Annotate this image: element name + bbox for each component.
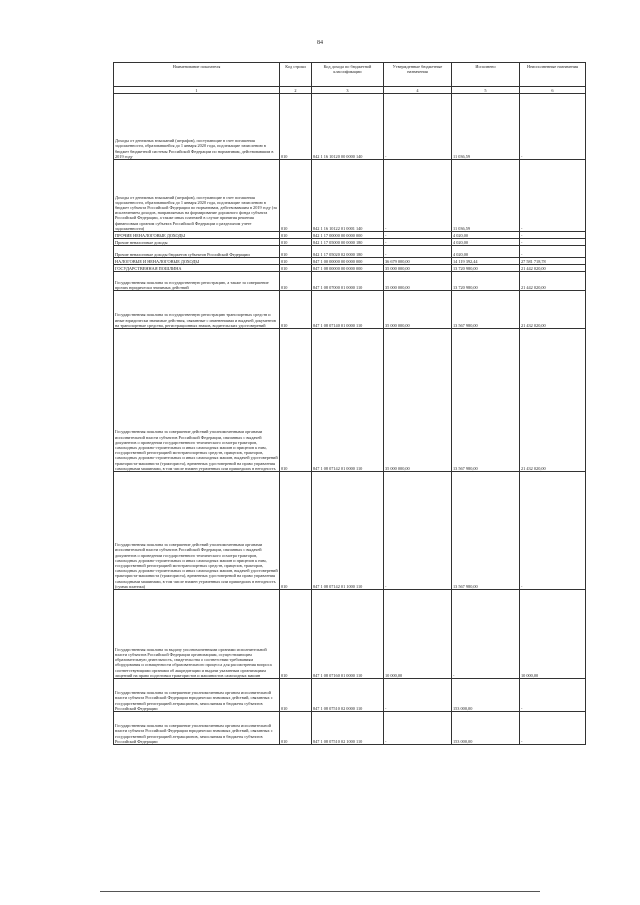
row-executed: 14 119 392,44 [452, 258, 520, 265]
row-kbk: 842 1 16 10120 00 0000 140 [312, 94, 384, 160]
header-name: Наименование показателя [114, 63, 280, 87]
row-line-code: 010 [280, 272, 312, 291]
page-number: 84 [317, 40, 323, 46]
table-row [114, 94, 586, 160]
row-approved: - [384, 472, 452, 590]
column-number: 4 [384, 87, 452, 94]
column-number: 5 [452, 87, 520, 94]
row-name: Государственная пошлина за совершение действий уполномоченными органами исполнительной власти субъектов Российской Федерации, связанных с выдачей документов о проведении государственного технического осмотра тракторов, самоходных дорожно-строительных и иных самоходных машин и прицепов к ним, государственной регистрацией мототранспортных средств, прицепов, тракторов, самоходных дорожно-строительных и иных самоходных машин, выдачей удостоверений тракториста-машиниста (тракториста), временных удостоверений на право управления самоходными машинами, в том числе взамен утраченных или пришедших в негодность (сумма платежа) [114, 472, 280, 590]
footer-divider [100, 891, 540, 892]
table-row [114, 272, 586, 291]
row-kbk: 847 1 08 07510 02 1000 110 [312, 712, 384, 745]
row-executed: 4 020,00 [452, 232, 520, 239]
row-approved: 35 000 000,00 [384, 272, 452, 291]
row-kbk: 847 1 08 07142 01 1000 110 [312, 472, 384, 590]
table-row [114, 291, 586, 329]
row-unexecuted: - [520, 679, 586, 712]
row-line-code: 010 [280, 94, 312, 160]
table-row [114, 239, 586, 246]
row-executed: - [452, 590, 520, 679]
table-row [114, 265, 586, 272]
row-line-code: 010 [280, 246, 312, 258]
row-kbk: 842 1 17 00000 00 0000 000 [312, 232, 384, 239]
row-approved: 10 000,00 [384, 590, 452, 679]
row-line-code: 010 [280, 329, 312, 472]
row-executed: 4 020,00 [452, 239, 520, 246]
row-line-code: 010 [280, 258, 312, 265]
row-line-code: 010 [280, 239, 312, 246]
row-approved: 35 000 000,00 [384, 329, 452, 472]
row-line-code: 010 [280, 232, 312, 239]
row-approved: - [384, 160, 452, 232]
table-row [114, 246, 586, 258]
row-name: Доходы от денежных взысканий (штрафов), поступающие в счет погашения задолженности, образовавшейся до 1 января 2020 года, подлежащие зачислению в бюджет бюджетной системы Российской Федерации по нормативам, действовавшим в 2019 году [114, 94, 280, 160]
row-name: Прочие неналоговые доходы [114, 239, 280, 246]
table-row [114, 712, 586, 745]
row-line-code: 010 [280, 291, 312, 329]
row-name: Государственная пошлина за государственную регистрацию транспортных средств и иные юридически значимые действия, связанные с изменениями и выдачей документов на транспортные средства, регистрационных знаков, водительских удостоверений [114, 291, 280, 329]
row-approved: - [384, 232, 452, 239]
row-unexecuted: - [520, 94, 586, 160]
row-executed: 13 567 980,00 [452, 472, 520, 590]
row-line-code: 010 [280, 472, 312, 590]
table-row [114, 160, 586, 232]
header-approved: Утвержденные бюджетные назначения [384, 63, 452, 87]
row-kbk: 847 1 08 07000 01 0000 110 [312, 272, 384, 291]
row-executed: 13 720 980,00 [452, 272, 520, 291]
row-unexecuted: 21 432 020,00 [520, 329, 586, 472]
row-unexecuted: - [520, 160, 586, 232]
table-row [114, 472, 586, 590]
row-name: Государственная пошлина за выдачу уполномоченными органами исполнительной власти субъектов Российской Федерации организациям, осуществляющим образовательную деятельность, свидетельства о соответствии требованиям оборудования и оснащенности образовательного процесса для рассмотрения вопроса соответствующими органами об аккредитации и выдачи указанным организациям лицензий на право подготовки трактористов и машинистов самоходных машин [114, 590, 280, 679]
revenue-table [113, 62, 586, 745]
row-unexecuted: 21 442 020,00 [520, 272, 586, 291]
column-number: 1 [114, 87, 280, 94]
row-name: Государственная пошлина за совершение действий уполномоченными органами исполнительной власти субъектов Российской Федерации, связанных с выдачей документов о проведении государственного технического осмотра тракторов, самоходных дорожно-строительных и иных самоходных машин и прицепов к ним, государственной регистрацией мототранспортных средств, прицепов, тракторов, самоходных дорожно-строительных и иных самоходных машин, выдачей удостоверений тракториста-машиниста (тракториста), временных удостоверений на право управления самоходными машинами, в том числе взамен утраченных или пришедших в негодность [114, 329, 280, 472]
row-kbk: 847 1 08 07160 01 0000 110 [312, 590, 384, 679]
row-name: Доходы от денежных взысканий (штрафов), поступающие в счет погашения задолженности, образовавшейся до 1 января 2020 года, подлежащие зачислению в бюджет субъекта Российской Федерации по нормативам, действовавшим в 2019 году (за исключением доходов, направляемых на формирование дорожного фонда субъекта Российской Федерации, а также иных платежей в случае принятия решения финансовым органом субъекта Российской Федерации о раздельном учете задолженности) [114, 160, 280, 232]
row-name: Государственная пошлина за совершение уполномоченным органом исполнительной власти субъекта Российской Федерации юридически значимых действий, связанных с государственной регистрацией аттракционов, зачисляемая в бюджеты субъектов Российской Федерации [114, 712, 280, 745]
row-unexecuted: - [520, 232, 586, 239]
row-unexecuted: 27 581 718,78 [520, 258, 586, 265]
row-line-code: 010 [280, 265, 312, 272]
header-unexecuted: Неисполненные назначения [520, 63, 586, 87]
row-line-code: 010 [280, 679, 312, 712]
row-approved: 36 679 000,00 [384, 258, 452, 265]
row-kbk: 842 1 17 05000 00 0000 180 [312, 239, 384, 246]
table-row [114, 679, 586, 712]
row-name: Прочие неналоговые доходы бюджетов субъектов Российской Федерации [114, 246, 280, 258]
row-executed: 153 000,00 [452, 712, 520, 745]
column-number: 3 [312, 87, 384, 94]
row-executed: 13 567 980,00 [452, 329, 520, 472]
row-executed: 153 000,00 [452, 679, 520, 712]
row-name: НАЛОГОВЫЕ И НЕНАЛОГОВЫЕ ДОХОДЫ [114, 258, 280, 265]
row-approved: - [384, 239, 452, 246]
column-number-row [114, 87, 586, 94]
row-approved: - [384, 94, 452, 160]
row-executed: 11 036,59 [452, 160, 520, 232]
header-line-code: Код строки [280, 63, 312, 87]
row-executed: 11 036,59 [452, 94, 520, 160]
table-row [114, 329, 586, 472]
row-kbk: 847 1 08 07142 01 0000 110 [312, 329, 384, 472]
table-row [114, 590, 586, 679]
row-unexecuted: - [520, 246, 586, 258]
row-kbk: 842 1 16 10122 01 0001 140 [312, 160, 384, 232]
row-approved: - [384, 246, 452, 258]
row-unexecuted: 21 442 020,00 [520, 265, 586, 272]
row-unexecuted: - [520, 472, 586, 590]
row-executed: 13 720 980,00 [452, 265, 520, 272]
row-kbk: 847 1 08 07510 02 0000 110 [312, 679, 384, 712]
row-approved: 35 000 000,00 [384, 265, 452, 272]
table-header-row [114, 63, 586, 87]
row-name: Государственная пошлина за совершение уполномоченным органом исполнительной власти субъекта Российской Федерации юридически значимых действий, связанных с государственной регистрацией аттракционов, зачисляемая в бюджеты субъектов Российской Федерации [114, 679, 280, 712]
column-number: 2 [280, 87, 312, 94]
header-executed: Исполнено [452, 63, 520, 87]
row-name: Государственная пошлина за государственную регистрацию, а также за совершение прочих юридически значимых действий [114, 272, 280, 291]
row-approved: - [384, 679, 452, 712]
row-kbk: 847 1 08 07140 01 0000 110 [312, 291, 384, 329]
row-line-code: 010 [280, 160, 312, 232]
table-row [114, 232, 586, 239]
row-executed: 13 567 980,00 [452, 291, 520, 329]
row-unexecuted: - [520, 239, 586, 246]
row-unexecuted: - [520, 712, 586, 745]
row-line-code: 010 [280, 590, 312, 679]
row-kbk: 842 1 17 05020 02 0000 180 [312, 246, 384, 258]
row-kbk: 847 1 08 00000 00 0000 000 [312, 265, 384, 272]
row-approved: 35 000 000,00 [384, 291, 452, 329]
row-line-code: 010 [280, 712, 312, 745]
row-approved: - [384, 712, 452, 745]
column-number: 6 [520, 87, 586, 94]
row-executed: 4 020,00 [452, 246, 520, 258]
row-kbk: 847 1 00 00000 00 0000 000 [312, 258, 384, 265]
row-unexecuted: 21 432 020,00 [520, 291, 586, 329]
table-row [114, 258, 586, 265]
header-kbk: Код дохода по бюджетной классификации [312, 63, 384, 87]
row-name: ПРОЧИЕ НЕНАЛОГОВЫЕ ДОХОДЫ [114, 232, 280, 239]
row-name: ГОСУДАРСТВЕННАЯ ПОШЛИНА [114, 265, 280, 272]
row-unexecuted: 10 000,00 [520, 590, 586, 679]
